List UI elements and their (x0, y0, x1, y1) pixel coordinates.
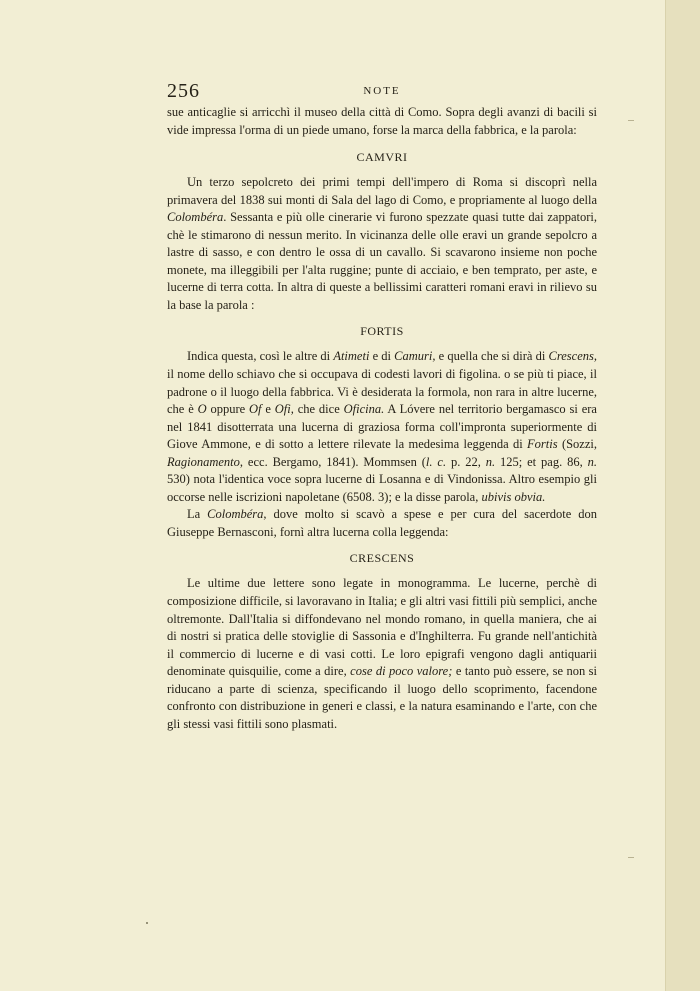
p5-italic: cose di poco valore; (350, 664, 453, 679)
p3-text: oppure (206, 402, 250, 417)
p3-italic: Camuri, (394, 349, 436, 364)
p3-italic: Of (249, 402, 262, 417)
edge-mark (628, 857, 634, 858)
p3-text: 125; et pag. 86, (495, 454, 588, 469)
p5-text: Le ultime due lettere sono legate in monogramma. Le lucerne, perchè di composizione difficile, si lavoravano in Italia; e gli altri vasi fittili più semplici, anche oltremonte. Dall'Italia si diffondevano nel mondo romano, in quella maniera, che ai di nostri si pratica delle stoviglie di Sassonia e d'Inghilterra. Fu grande nell'antichità il commercio di lucerne e di vasi cotti. Le loro epigrafi vengono dagli antiquarii denominate quisquilie, come a dire, (167, 576, 597, 679)
p2-text-a: Un terzo sepolcreto dei primi tempi dell'impero di Roma si discoprì nella primavera del 1838 sui monti di Sala del lago di Como, e propriamente al luogo della (167, 175, 597, 207)
p3-italic: ubivis obvia. (481, 489, 546, 504)
paragraph-4 (167, 506, 597, 541)
p2-text-c: . Sessanta e più olle cinerarie vi furono spezzate quasi tutte dai zappatori, chè le stimarono di nessun merito. In vicinanza delle olle eravi un grande sepolcro a lastre di sasso, e con dentro le ossa di un cavallo. Si scavarono insieme non poche monete, ma illeggibili per l'alta ruggine; punte di acciaio, e ben temprato, per aste, e lucerne di terra cotta. In altra di queste a bellissimi caratteri romani eravi in rilievo su la base la parola : (167, 210, 597, 312)
p3-italic: Crescens, (548, 349, 597, 364)
p4-italic-colombera: Colombéra (207, 507, 264, 522)
p3-italic: n. (587, 454, 597, 469)
p3-italic: l. c. (425, 454, 447, 469)
p3-text: 530) nota l'identica voce sopra lucerne di Losanna e di Vindonissa. Altro esempio gli occorse nelle iscrizioni napoletane (6508. 3); e la disse parola, (167, 472, 597, 504)
p4-text: , dove molto si scavò a spese e per cura del sacerdote don Giuseppe Bernasconi, fornì altra lucerna colla leggenda: (167, 507, 598, 539)
p3-text: , ecc. Bergamo, 1841). Mommsen ( (239, 454, 426, 469)
p3-text: p. 22, (446, 454, 486, 469)
p3-text: il nome dello schiavo che si occupava di codesti lavori di figolina. o se più ti piace, il padrone o il luogo della fabbrica. Vi è desiderata la formola, non rara in altre lucerne, che è (167, 367, 597, 417)
paragraph-1: sue anticaglie si arricchì il museo della città di Como. Sopra degli avanzi di bacili si vide impressa l'orma di un piede umano, forse la marca della fabbrica, e la parola: (167, 105, 597, 137)
ink-speck (146, 922, 148, 924)
paragraph-2 (167, 174, 597, 314)
page-number: 256 (167, 80, 200, 102)
p5-text: e tanto può essere, se non si riducano a parte di scienza, specificando il luogo dello scoprimento, facendone confronto con distribuzione in generi e classi, e la natura esaminando e l'arte, con che gli stessi vasi fittili sono plasmati. (167, 664, 597, 731)
p3-text: e quella che si dirà di (435, 349, 549, 364)
p3-text: che dice (293, 402, 344, 417)
p4-text: La (187, 507, 208, 522)
p3-text: A Lóvere nel territorio bergamasco si era nel 1841 disotterrata una lucerna di graziosa forma coll'impronta superiormente di Giove Ammone, e di sotto a lettere rilevate la medesima leggenda di (167, 402, 597, 452)
p3-text: (Sozzi, (557, 437, 597, 452)
p3-text: Indica questa, così le altre di (187, 349, 334, 364)
p3-italic: Fortis (527, 437, 558, 452)
p2-italic-colombera: Colombéra (167, 210, 224, 225)
p3-italic: n. (485, 454, 496, 469)
running-title: NOTE (363, 85, 401, 97)
p3-italic: Atimeti (333, 349, 370, 364)
section-heading-fortis: FORTIS (360, 324, 404, 339)
page-edge (665, 0, 700, 991)
paragraph-3 (167, 348, 597, 506)
edge-mark (628, 120, 634, 121)
p3-text: e (261, 402, 275, 417)
main-text (167, 104, 597, 733)
p3-text: e di (369, 349, 395, 364)
p3-italic: O (197, 402, 207, 417)
p3-italic: Ragionamento (167, 454, 240, 469)
p3-italic: Oficina. (343, 402, 385, 417)
p3-italic: Ofi, (274, 402, 294, 417)
paragraph-5 (167, 575, 597, 733)
section-heading-crescens: CRESCENS (349, 551, 415, 566)
running-head (167, 80, 597, 102)
section-heading-camvri: CAMVRI (356, 150, 408, 165)
